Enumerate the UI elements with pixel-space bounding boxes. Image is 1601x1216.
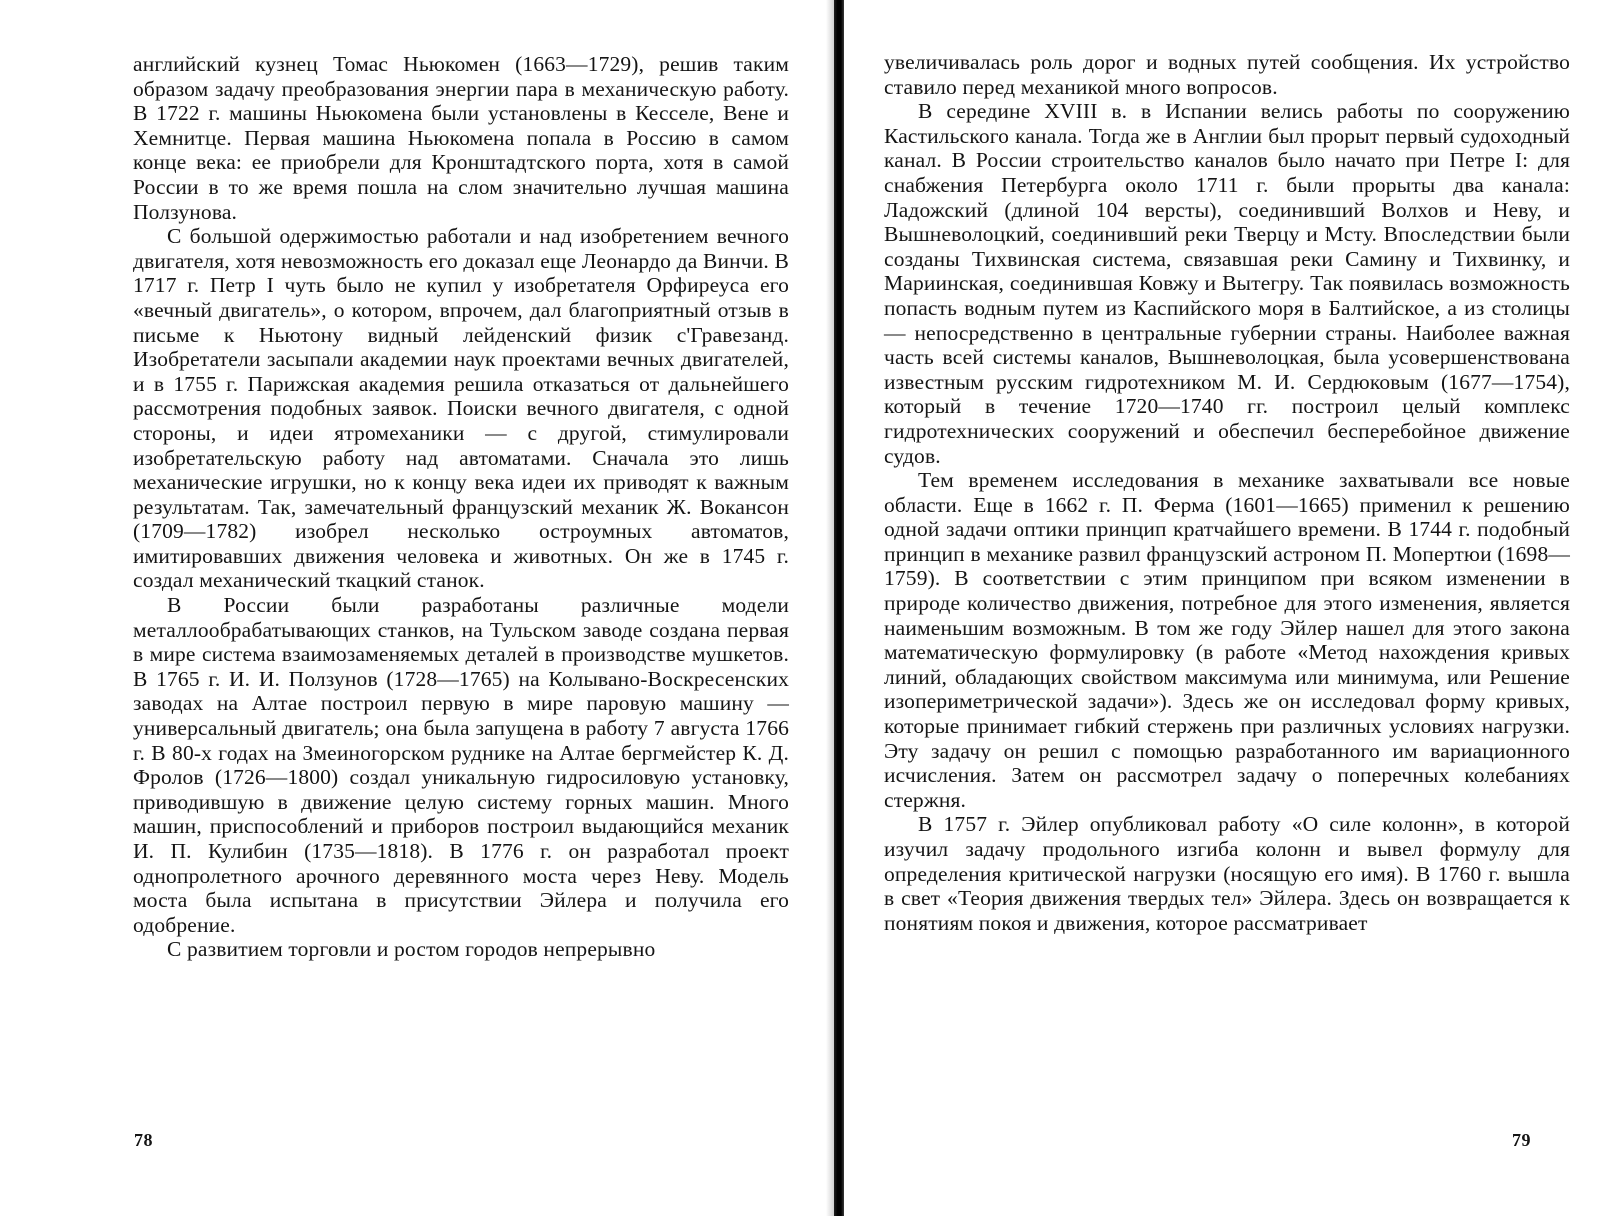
paragraph: Тем временем исследования в механике захватывали все новые области. Еще в 1662 г. П. Ферма (1601—1665) применил к решению одной задачи оптики принцип кратчайшего времени. В 1744 г. подобный принцип в механике развил французский астроном П. Мопертюи (1698—1759). В соответствии с этим принципом при всяком изменении в природе количество движения, потребное для этого изменения, является наименьшим возможным. В том же году Эйлер нашел для этого закона математическую формулировку (в работе «Метод нахождения кривых линий, обладающих свойством максимума или минимума, или Решение изопериметрической задачи»). Здесь же он исследовал форму кривых, которые принимает гибкий стержень при различных условиях нагрузки. Эту задачу он решил с помощью разработанного им вариационного исчисления. Затем он рассмотрел задачу о поперечных колебаниях стержня.: [884, 468, 1570, 812]
paragraph: английский кузнец Томас Ньюкомен (1663—1729), решив таким образом задачу преобразования энергии пара в механическую работу. В 1722 г. машины Ньюкомена были установлены в Кесселе, Вене и Хемнитце. Первая машина Ньюкомена попала в Россию в самом конце века: ее приобрели для Кронштадтского порта, хотя в самой России в то же время пошла на слом значительно лучшая машина Ползунова.: [133, 52, 789, 224]
paragraph: С развитием торговли и ростом городов непрерывно: [167, 937, 656, 962]
paragraph: увеличивалась роль дорог и водных путей сообщения. Их устройство ставило перед механикой много вопросов.: [884, 50, 1570, 99]
paragraph: В середине XVIII в. в Испании велись работы по сооружению Кастильского канала. Тогда же в Англии был прорыт первый судоходный канал. В России строительство каналов было начато при Петре I: для снабжения Петербурга около 1711 г. были прорыты два канала: Ладожский (длиной 104 версты), соединивший Волхов и Неву, и Вышневолоцкий, соединивший реки Тверцу и Мсту. Впоследствии были созданы Тихвинская система, связавшая реки Самину и Тихвинку, и Мариинская, соединившая Ковжу и Вытегру. Так появилась возможность попасть водным путем из Каспийского моря в Балтийское, а из столицы — непосредственно в центральные губернии страны. Наиболее важная часть всей системы каналов, Вышневолоцкая, была усовершенствована известным русским гидротехником М. И. Сердюковым (1677—1754), который в течение 1720—1740 гг. построил целый комплекс гидротехнических сооружений и обеспечил бесперебойное движение судов.: [884, 99, 1570, 468]
right-page: [838, 0, 1601, 1216]
left-text-column: [133, 52, 789, 962]
paragraph: С большой одержимостью работали и над изобретением вечного двигателя, хотя невозможность его доказал еще Леонардо да Винчи. В 1717 г. Петр I чуть было не купил у изобретателя Орфиреуса его «вечный двигатель», о котором, впрочем, дал благоприятный отзыв в письме к Ньютону видный лейденский физик с'Гравезанд. Изобретатели засыпали академии наук проектами вечных двигателей, и в 1755 г. Парижская академия решила отказаться от дальнейшего рассмотрения подобных заявок. Поиски вечного двигателя, с одной стороны, и идеи ятромеханики — с другой, стимулировали изобретательскую работу над автоматами. Сначала это лишь механические игрушки, но к концу века идеи их приводят к важным результатам. Так, замечательный французский механик Ж. Вокансон (1709—1782) изобрел несколько остроумных автоматов, имитировавших движения человека и животных. Он же в 1745 г. создал механический ткацкий станок.: [133, 224, 789, 593]
page-number: 79: [1512, 1130, 1531, 1150]
gutter-shadow: [826, 0, 834, 1216]
paragraph: В России были разработаны различные модели металлообрабатывающих станков, на Тульском заводе создана первая в мире система взаимозаменяемых деталей в производстве мушкетов. В 1765 г. И. И. Ползунов (1728—1765) на Колывано-Воскресенских заводах на Алтае построил первую в мире паровую машину — универсальный двигатель; она была запущена в работу 7 августа 1766 г. В 80-х годах на Змеиногорском руднике на Алтае бергмейстер К. Д. Фролов (1726—1800) создал уникальную гидросиловую установку, приводившую в движение целую систему горных машин. Много машин, приспособлений и приборов построил выдающийся механик И. П. Кулибин (1735—1818). В 1776 г. он разработал проект однопролетного арочного деревянного моста через Неву. Модель моста была испытана в присутствии Эйлера и получила его одобрение.: [133, 593, 789, 937]
right-text-column: [884, 50, 1570, 935]
paragraph: В 1757 г. Эйлер опубликовал работу «О силе колонн», в которой изучил задачу продольного изгиба колонн и вывел формулу для определения критической нагрузки (носящую его имя). В 1760 г. вышла в свет «Теория движения твердых тел» Эйлера. Здесь он возвращается к понятиям покоя и движения, которое рассматривает: [884, 812, 1570, 935]
page-number: 78: [134, 1130, 153, 1150]
